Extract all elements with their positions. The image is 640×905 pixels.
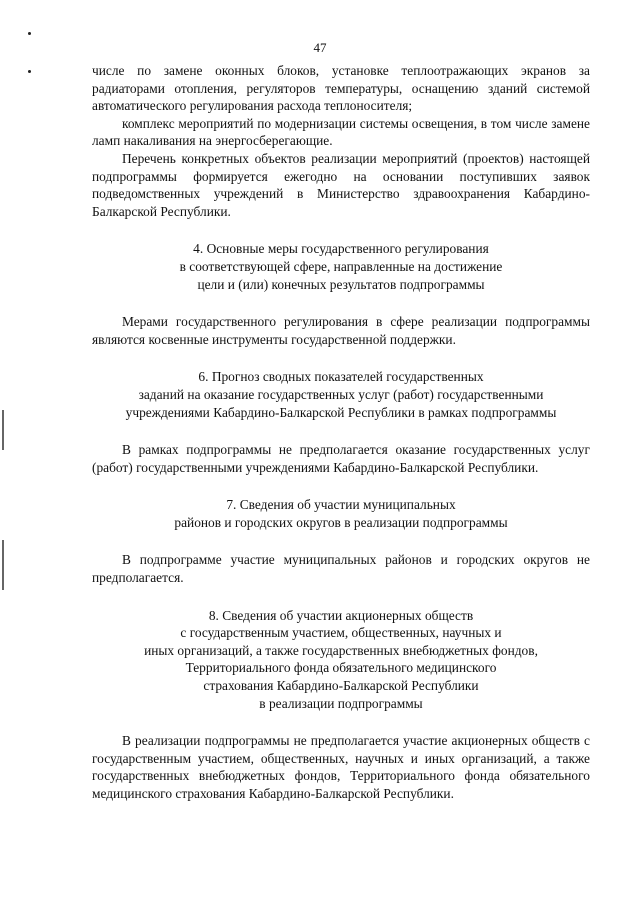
section-4-text: Мерами государственного регулирования в сфере реализации подпрограммы являются косвенные инструменты государственной поддержки. [92, 314, 590, 347]
section-8-text: В реализации подпрограммы не предполагается участие акционерных обществ с государственным участием, общественных, научных и иных организаций, а также государственных внебюджетных фондов, Территориального фонда обязательного медицинского страхования Кабардино-Балкарской Республики. [92, 733, 590, 801]
scan-edge-mark [2, 540, 4, 590]
section-7-heading: 7. Сведения об участии муниципальных районов и городских округов в реализации подпрограммы [174, 497, 508, 530]
scan-mark [28, 70, 31, 73]
section-6-heading: 6. Прогноз сводных показателей государственных заданий на оказание государственных услуг (работ) государственными учреждениями Кабардино-Балкарской Республики в рамках подпрограммы [125, 369, 557, 420]
section-8-heading: 8. Сведения об участии акционерных обществ с государственным участием, общественных, научных и иных организаций, а также государственных внебюджетных фондов, Территориального фонда обязательного медицинского страхования Кабардино-Балкарской Республики в реализации подпрограммы [144, 607, 538, 711]
paragraph: числе по замене оконных блоков, установке теплоотражающих экранов за радиаторами отопления, регуляторов температуры, оснащению зданий системой автоматического регулирования расхода теплоносителя; [92, 63, 590, 114]
section-6-text: В рамках подпрограммы не предполагается оказание государственных услуг (работ) государственными учреждениями Кабардино-Балкарской Республики. [92, 442, 590, 475]
page-number: 47 [313, 40, 327, 55]
scan-mark [28, 32, 31, 35]
paragraph: Перечень конкретных объектов реализации мероприятий (проектов) настоящей подпрограммы формируется ежегодно на основании поступивших заявок подведомственных учреждений в Министерство здравоохранения Кабардино-Балкарской Республики. [92, 150, 590, 219]
document-body [92, 62, 590, 803]
section-4-heading: 4. Основные меры государственного регулирования в соответствующей сфере, направленные на достижение цели и (или) конечных результатов подпрограммы [179, 241, 503, 292]
section-7-text: В подпрограмме участие муниципальных районов и городских округов не предполагается. [92, 552, 590, 586]
paragraph: комплекс мероприятий по модернизации системы освещения, в том числе замене ламп накаливания на энергосберегающие. [92, 115, 590, 149]
scan-edge-mark [2, 410, 4, 450]
